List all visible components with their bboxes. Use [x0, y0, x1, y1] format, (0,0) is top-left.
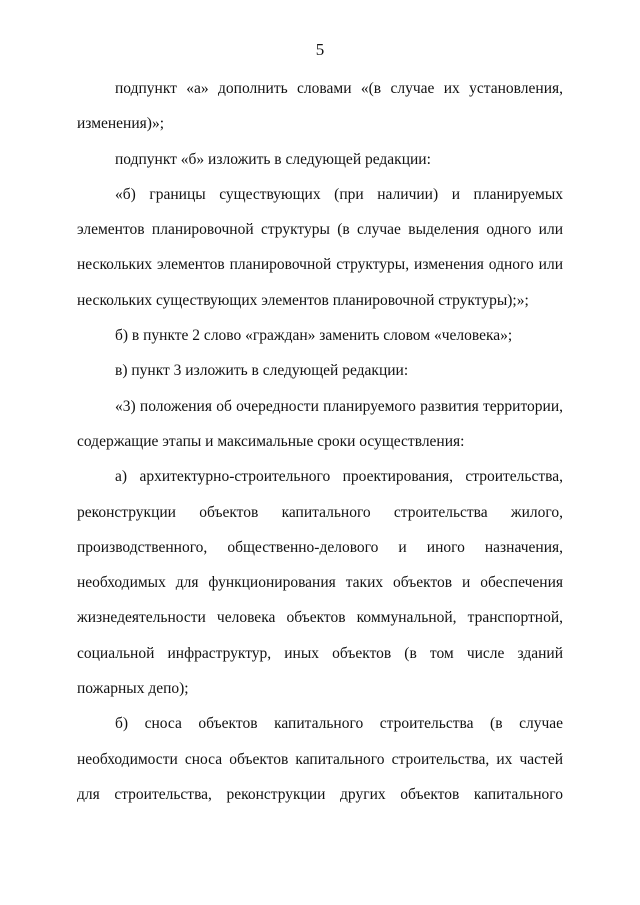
paragraph-subitem-b-intro: подпункт «б» изложить в следующей редакции:: [115, 150, 431, 168]
paragraph-subitem-a: подпункт «а» дополнить словами «(в случае их установления, изменения)»;: [77, 80, 563, 133]
page-number: 5: [315, 40, 325, 59]
paragraph-point-3-b: б) сноса объектов капитального строительства (в случае необходимости сноса объектов капитального строительства, их частей для строительства, реконструкции других объектов капитального: [77, 715, 563, 803]
paragraph-point-3-intro: в) пункт 3 изложить в следующей редакции:: [115, 362, 409, 380]
document-body: [77, 71, 563, 812]
paragraph-point-3-text: «3) положения об очередности планируемого развития территории, содержащие этапы и максимальные сроки осуществления:: [77, 397, 563, 450]
paragraph-subitem-b-text: «б) границы существующих (при наличии) и планируемых элементов планировочной структуры (в случае выделения одного или нескольких элементов планировочной структуры, изменения одного или нескольких существующих элементов планировочной структуры);»;: [77, 185, 563, 309]
paragraph-point-3-a: а) архитектурно-строительного проектирования, строительства, реконструкции объектов капитального строительства жилого, производственного, общественно-делового и иного назначения, необходимых для функционирования таких объектов и обеспечения жизнедеятельности человека объектов коммунальной, транспортной, социальной инфраструктур, иных объектов (в том числе зданий пожарных депо);: [77, 468, 563, 698]
paragraph-point-2: б) в пункте 2 слово «граждан» заменить словом «человека»;: [115, 327, 513, 345]
